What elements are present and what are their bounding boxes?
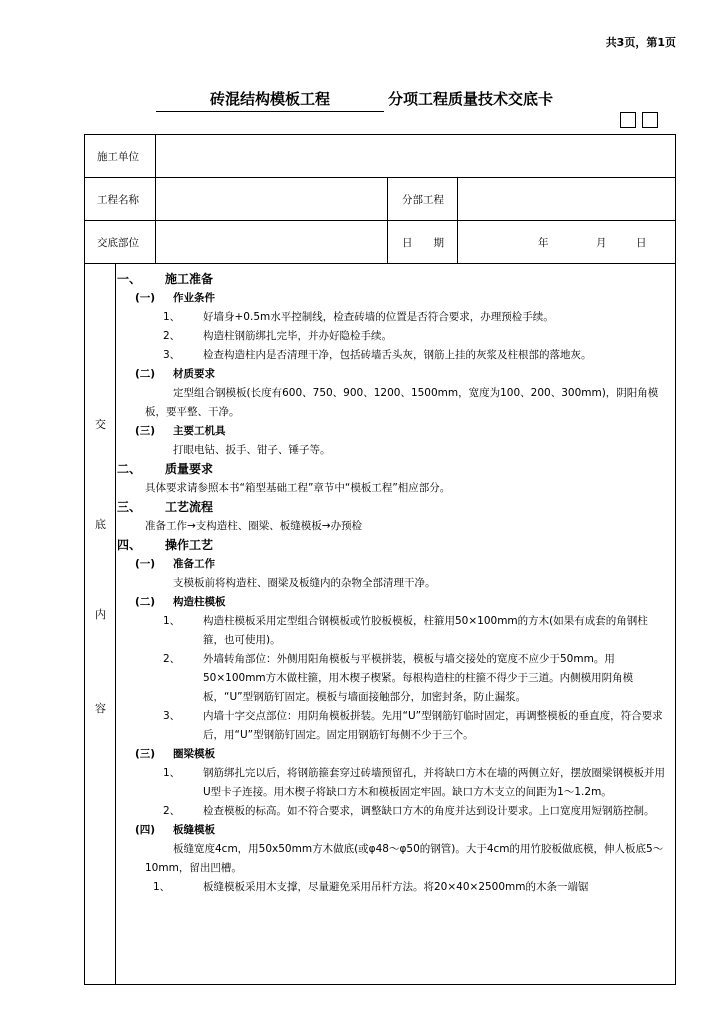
subsection-heading: (三) 主要工机具: [135, 425, 226, 437]
unit-value[interactable]: [155, 135, 675, 177]
paragraph: 打眼电钻、扳手、钳子、锤子等。: [173, 444, 331, 456]
subsection-heading: (三) 圈梁模板: [135, 748, 215, 760]
sub-project-value[interactable]: [457, 178, 675, 220]
project-row: [85, 178, 675, 221]
paragraph: 具体要求请参照本书“箱型基础工程”章节中“模板工程”相应部分。: [145, 482, 451, 494]
list-item: 2、 检查模板的标高。如不符合要求，调整缺口方木的角度并达到设计要求。上口宽度用短钢筋控制。: [163, 805, 655, 817]
section-heading: 二、 质量要求: [117, 462, 214, 476]
subsection-heading: (一) 作业条件: [135, 292, 215, 304]
paragraph: 准备工作→支构造柱、圈梁、板缝模板→办预检: [145, 520, 363, 532]
subsection-heading: (一) 准备工作: [135, 558, 215, 570]
side-char: 容: [95, 702, 106, 715]
project-value[interactable]: [155, 178, 388, 220]
section-heading: 一、 施工准备: [117, 272, 214, 286]
subsection-heading: (四) 板缝模板: [135, 824, 215, 836]
paragraph: 定型组合钢模板(长度有600、750、900、1200、1500mm，宽度为100、200、300mm)，阴阳角模板，要平整、干净。: [145, 387, 659, 418]
list-item: 2、 构造柱钢筋绑扎完毕，并办好隐检手续。: [163, 330, 392, 342]
list-item: 2、 外墙转角部位：外侧用阳角模板与平模拼装，模板与墙交接处的宽度不应少于50mm。用50×100mm方木做柱箍，用木楔子楔紧。每根构造柱的柱箍不得少于三道。内侧模用阴角模板，“U”型钢筋钉固定。模板与墙面接触部分，加密封条，防止漏浆。: [163, 653, 634, 703]
content-row: [85, 264, 675, 984]
side-char: 交: [95, 418, 106, 431]
date-day: 日: [636, 236, 647, 249]
list-item: 1、 构造柱模板采用定型组合钢模板或竹胶板模板，柱箍用50×100mm的方木(如果有成套的角钢柱箍，也可使用)。: [163, 615, 648, 646]
list-item: 1、 钢筋绑扎完以后，将钢筋箍套穿过砖墙预留孔，并将缺口方木在墙的两侧立好，摆放圈梁钢模板并用U型卡子连接。用木楔子将缺口方木和模板固定牢固。缺口方木支立的间距为1～1.2m。: [163, 767, 665, 798]
location-value[interactable]: [155, 221, 388, 263]
location-row: [85, 221, 675, 264]
date-value[interactable]: [457, 221, 675, 263]
paragraph: 支模板前将构造柱、圈梁及板缝内的杂物全部清理干净。: [173, 577, 436, 589]
disclosure-content: [117, 270, 669, 897]
date-label: 日 期: [387, 221, 458, 263]
side-char: 底: [95, 518, 106, 531]
sub-project-label: 分部工程: [387, 178, 458, 220]
date-year: 年: [538, 236, 549, 249]
location-label: 交底部位: [97, 236, 139, 249]
paragraph: 板缝宽度4cm，用50x50mm方木做底(或φ48～φ50的钢管)。大于4cm的用竹胶板做底模，伸人板底5～10mm，留出凹槽。: [145, 843, 664, 874]
checkbox-group: [620, 112, 664, 132]
title-card-name: 分项工程质量技术交底卡: [388, 90, 554, 108]
section-heading: 四、 操作工艺: [117, 538, 214, 552]
unit-label: 施工单位: [97, 150, 139, 163]
document-title: [156, 88, 616, 110]
side-char: 内: [95, 608, 106, 621]
checkbox[interactable]: [642, 112, 658, 128]
subsection-heading: (二) 构造柱模板: [135, 596, 226, 608]
list-item: 3、 检查构造柱内是否清理干净，包括砖墙舌头灰，钢筋上挂的灰浆及柱根部的落地灰。: [163, 349, 592, 361]
side-label: [85, 264, 116, 984]
list-item: 1、 好墙身+0.5m水平控制线，检查砖墙的位置是否符合要求，办理预检手续。: [163, 311, 554, 323]
project-label: 工程名称: [97, 193, 139, 206]
disclosure-table: [84, 134, 676, 985]
page-info: 共3页，第1页: [605, 36, 676, 49]
title-project-type: 砖混结构模板工程: [156, 88, 384, 112]
date-month: 月: [596, 236, 607, 249]
subsection-heading: (二) 材质要求: [135, 368, 215, 380]
list-item: 3、 内墙十字交点部位：用阴角模板拼装。先用“U”型钢筋钉临时固定，再调整模板的垂直度，符合要求后，用“U”型钢筋钉固定。固定用钢筋钉每侧不少于三个。: [163, 710, 663, 741]
section-heading: 三、 工艺流程: [117, 500, 214, 514]
unit-row: [85, 135, 675, 178]
checkbox[interactable]: [620, 112, 636, 128]
list-item: 1、 板缝模板采用木支撑，尽量避免采用吊杆方法。将20×40×2500mm的木条一端锯: [153, 881, 589, 893]
